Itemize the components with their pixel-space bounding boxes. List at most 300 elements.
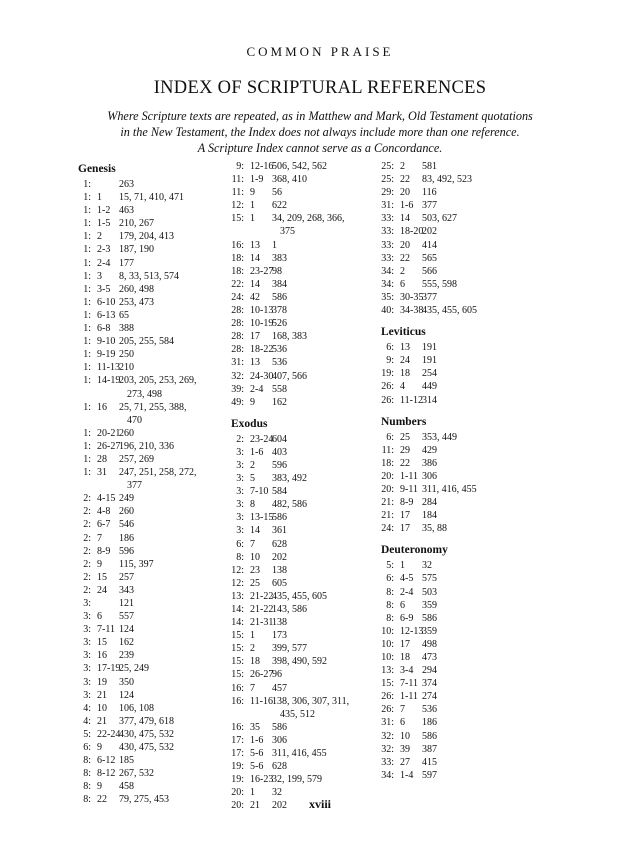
hymn-numbers (119, 335, 211, 348)
chapter-ref: 26: (381, 381, 394, 393)
index-entry (78, 597, 228, 610)
verse-ref: 1-9 (250, 174, 264, 186)
hymn-numbers (422, 212, 520, 225)
hymn-numbers (422, 769, 520, 782)
chapter-ref: 3: (236, 525, 244, 537)
hymn-numbers-line: 506, 542, 562 (272, 161, 327, 172)
chapter-ref: 2: (83, 532, 91, 544)
chapter-ref: 34: (381, 265, 394, 277)
index-entry (231, 524, 371, 537)
chapter-ref: 10: (381, 625, 394, 637)
hymn-numbers-continued: 435, 512 (280, 708, 315, 720)
verse-ref: 3-4 (400, 665, 414, 677)
hymn-numbers (272, 498, 370, 511)
hymn-numbers-line: 115, 397 (119, 558, 154, 570)
chapter-ref: 21: (381, 510, 394, 522)
hymn-numbers (119, 466, 211, 492)
hymn-numbers (272, 199, 370, 212)
index-entry (231, 551, 371, 564)
verse-ref: 16 (97, 401, 107, 413)
chapter-ref: 28: (231, 305, 244, 317)
hymn-numbers-line: 378 (272, 305, 287, 317)
hymn-numbers (272, 356, 370, 369)
chapter-ref: 19: (231, 761, 244, 773)
hymn-numbers (119, 532, 211, 545)
verse-ref: 14 (250, 278, 260, 290)
verse-ref: 22 (400, 252, 410, 264)
chapter-ref: 1: (83, 362, 91, 374)
hymn-numbers (272, 629, 370, 642)
chapter-ref: 13: (231, 590, 244, 602)
hymn-numbers-line: 306 (422, 470, 437, 482)
verse-ref: 9 (97, 742, 102, 754)
index-entry (381, 522, 521, 535)
verse-ref: 1-11 (400, 691, 418, 703)
index-entry (231, 603, 371, 616)
hymn-numbers-line: 249 (119, 493, 134, 505)
verse-ref: 24-30 (250, 370, 274, 382)
index-entry (78, 780, 228, 793)
book-heading: Leviticus (381, 326, 426, 339)
verse-ref: 9 (97, 558, 102, 570)
index-entry (381, 265, 521, 278)
verse-ref: 15 (97, 571, 107, 583)
hymn-numbers-line: 250 (119, 349, 134, 361)
verse-ref: 1 (400, 560, 405, 572)
index-entry (78, 689, 228, 702)
hymn-numbers-line: 162 (119, 637, 134, 649)
verse-ref: 18 (400, 368, 410, 380)
chapter-ref: 3: (236, 473, 244, 485)
chapter-ref: 2: (83, 519, 91, 531)
verse-ref: 2 (250, 643, 255, 655)
verse-ref: 17 (400, 523, 410, 535)
hymn-numbers-line: 368, 410 (272, 174, 307, 186)
chapter-ref: 9: (236, 161, 244, 172)
hymn-numbers (422, 703, 520, 716)
hymn-numbers (119, 518, 211, 531)
verse-ref: 2 (97, 231, 102, 243)
hymn-numbers (119, 702, 211, 715)
index-entry (78, 374, 228, 400)
hymn-numbers (272, 564, 370, 577)
hymn-numbers-line: 121 (119, 598, 134, 609)
chapter-ref: 5: (386, 560, 394, 572)
verse-ref: 6-9 (400, 612, 414, 624)
hymn-numbers-line: 581 (422, 161, 437, 172)
verse-ref: 13 (400, 342, 410, 354)
hymn-numbers (272, 265, 370, 278)
chapter-ref: 19: (381, 368, 394, 380)
hymn-numbers (422, 173, 520, 186)
chapter-ref: 4: (83, 702, 91, 714)
verse-ref: 31 (97, 467, 107, 479)
verse-ref: 8-9 (97, 545, 111, 557)
verse-ref: 10 (250, 551, 260, 563)
verse-ref: 6 (400, 717, 405, 729)
chapter-ref: 25: (381, 161, 394, 172)
index-entry (231, 538, 371, 551)
chapter-ref: 1: (83, 336, 91, 348)
hymn-numbers-line: 187, 190 (119, 244, 154, 256)
hymn-numbers-line: 257, 269 (119, 453, 154, 465)
index-entry (381, 444, 521, 457)
verse-ref: 6-8 (97, 323, 111, 335)
hymn-numbers (119, 309, 211, 322)
chapter-ref: 28: (231, 318, 244, 330)
verse-ref: 7-11 (97, 624, 115, 636)
hymn-numbers (272, 734, 370, 747)
hymn-numbers (272, 212, 370, 238)
hymn-numbers (422, 394, 520, 407)
index-entry (78, 649, 228, 662)
verse-ref: 5-6 (250, 748, 264, 760)
hymn-numbers-line: 83, 492, 523 (422, 174, 472, 186)
hymn-numbers-continued: 375 (280, 226, 295, 238)
verse-ref: 2-4 (250, 383, 264, 395)
index-entry (231, 655, 371, 668)
hymn-numbers-line: 597 (422, 769, 437, 781)
hymn-numbers-line: 557 (119, 611, 134, 623)
hymn-numbers-line: 628 (272, 538, 287, 550)
hymn-numbers-line: 398, 490, 592 (272, 656, 327, 668)
hymn-numbers-line: 56 (272, 187, 282, 199)
hymn-numbers-line: 191 (422, 342, 437, 354)
hymn-numbers-line: 387 (422, 743, 437, 755)
verse-ref: 5-6 (250, 761, 264, 773)
verse-ref: 1-11 (400, 470, 418, 482)
hymn-numbers-line: 177 (119, 257, 134, 269)
verse-ref: 2-4 (400, 586, 414, 598)
verse-ref: 1-2 (97, 205, 111, 217)
index-entry (78, 505, 228, 518)
verse-ref: 1 (250, 200, 255, 212)
intro-line: A Scripture Index cannot serve as a Concordance. (197, 141, 443, 155)
chapter-ref: 14: (231, 604, 244, 615)
hymn-numbers-line: 196, 210, 336 (119, 440, 174, 452)
verse-ref: 24 (97, 584, 107, 596)
chapter-ref: 6: (386, 431, 394, 443)
index-entry (231, 396, 371, 409)
index-entry (231, 747, 371, 760)
index-entry (78, 662, 228, 675)
hymn-numbers-line: 457 (272, 682, 287, 694)
index-entry (78, 178, 228, 191)
hymn-numbers-line: 575 (422, 573, 437, 585)
chapter-ref: 3: (83, 624, 91, 636)
hymn-numbers-line: 143, 586 (272, 604, 307, 615)
chapter-ref: 1: (83, 296, 91, 308)
index-entry (78, 518, 228, 531)
chapter-ref: 8: (83, 781, 91, 793)
verse-ref: 22 (400, 457, 410, 469)
hymn-numbers (422, 625, 520, 638)
hymn-numbers-line: 138 (272, 617, 287, 629)
hymn-numbers-line: 473 (422, 652, 437, 663)
hymn-numbers-line: 25, 71, 255, 388, (119, 401, 187, 413)
hymn-numbers-line: 202 (272, 800, 287, 812)
hymn-numbers (272, 773, 370, 786)
chapter-ref: 4: (83, 715, 91, 727)
index-entry (231, 343, 371, 356)
index-entry (381, 304, 521, 317)
hymn-numbers-line: 35, 88 (422, 523, 447, 535)
index-entry (78, 361, 228, 374)
chapter-ref: 8: (83, 768, 91, 780)
chapter-ref: 49: (231, 396, 244, 408)
index-entry (231, 370, 371, 383)
hymn-numbers (422, 599, 520, 612)
verse-ref: 4-8 (97, 506, 111, 518)
verse-ref: 11-16 (250, 695, 273, 707)
hymn-numbers-line: 260 (119, 427, 134, 439)
verse-ref: 14 (250, 525, 260, 537)
chapter-ref: 3: (83, 611, 91, 623)
verse-ref: 25 (400, 431, 410, 443)
index-entry (231, 459, 371, 472)
hymn-numbers (422, 354, 520, 367)
chapter-ref: 19: (231, 774, 244, 786)
hymn-numbers (272, 278, 370, 291)
verse-ref: 21 (97, 715, 107, 727)
chapter-ref: 12: (231, 564, 244, 576)
hymn-numbers-line: 311, 416, 455 (422, 483, 477, 495)
index-entry (231, 682, 371, 695)
chapter-ref: 29: (381, 187, 394, 199)
index-entry (381, 572, 521, 585)
index-entry (381, 496, 521, 509)
chapter-ref: 2: (83, 584, 91, 596)
chapter-ref: 16: (231, 682, 244, 694)
index-entry (78, 728, 228, 741)
index-entry (78, 401, 228, 427)
chapter-ref: 18: (231, 265, 244, 277)
index-entry (231, 668, 371, 681)
verse-ref: 6 (400, 278, 405, 290)
hymn-numbers-line: 374 (422, 678, 437, 690)
hymn-numbers (422, 457, 520, 470)
index-entry (381, 703, 521, 716)
chapter-ref: 31: (381, 200, 394, 212)
index-entry (78, 270, 228, 283)
hymn-numbers-line: 377 (422, 291, 437, 303)
chapter-ref: 6: (83, 742, 91, 754)
hymn-numbers (272, 396, 370, 409)
verse-ref: 10 (97, 702, 107, 714)
index-entry (381, 212, 521, 225)
hymn-numbers-line: 503, 627 (422, 213, 457, 225)
verse-ref: 2 (400, 161, 405, 172)
index-entry (381, 160, 521, 173)
hymn-numbers (272, 616, 370, 629)
hymn-numbers-line: 65 (119, 309, 129, 321)
verse-ref: 1-6 (250, 734, 264, 746)
hymn-numbers (272, 291, 370, 304)
index-entry (381, 431, 521, 444)
hymn-numbers (119, 571, 211, 584)
hymn-numbers-line: 596 (272, 459, 287, 471)
verse-ref: 14 (400, 213, 410, 225)
verse-ref: 26-27 (97, 440, 121, 452)
hymn-numbers (422, 483, 520, 496)
verse-ref: 4-5 (400, 573, 414, 585)
hymn-numbers-line: 555, 598 (422, 278, 457, 290)
hymn-numbers-line: 179, 204, 413 (119, 231, 174, 243)
hymn-numbers-line: 503 (422, 586, 437, 598)
verse-ref: 9 (250, 396, 255, 408)
hymn-numbers (422, 278, 520, 291)
chapter-ref: 34: (381, 278, 394, 290)
verse-ref: 19 (97, 676, 107, 688)
chapter-ref: 1: (83, 427, 91, 439)
hymn-numbers (119, 322, 211, 335)
index-entry (231, 695, 371, 721)
chapter-ref: 8: (386, 586, 394, 598)
index-entry (231, 498, 371, 511)
page-title: INDEX OF SCRIPTURAL REFERENCES (153, 78, 487, 98)
hymn-numbers-line: 628 (272, 761, 287, 773)
verse-ref: 5 (250, 473, 255, 485)
index-entry (78, 558, 228, 571)
hymn-numbers (119, 636, 211, 649)
verse-ref: 28 (97, 453, 107, 465)
verse-ref: 34-38 (400, 305, 424, 317)
chapter-ref: 33: (381, 252, 394, 264)
chapter-ref: 16: (231, 239, 244, 251)
verse-ref: 15 (97, 637, 107, 649)
hymn-numbers-line: 498 (422, 638, 437, 650)
hymn-numbers-line: 202 (272, 551, 287, 563)
chapter-ref: 1: (83, 192, 91, 204)
hymn-numbers-line: 32, 199, 579 (272, 774, 322, 786)
hymn-numbers (422, 199, 520, 212)
verse-ref: 18 (250, 656, 260, 668)
verse-ref: 1-6 (250, 446, 264, 458)
index-entry (78, 257, 228, 270)
hymn-numbers (422, 677, 520, 690)
hymn-numbers-line: 586 (272, 721, 287, 733)
running-head: COMMON PRAISE (246, 44, 394, 59)
verse-ref: 17-19 (97, 663, 121, 675)
index-entry (231, 317, 371, 330)
verse-ref: 14 (250, 252, 260, 264)
index-entry (381, 186, 521, 199)
index-entry (231, 472, 371, 485)
hymn-numbers-line: 584 (272, 486, 287, 498)
hymn-numbers (272, 433, 370, 446)
hymn-numbers-line: 284 (422, 497, 437, 509)
index-entry (78, 440, 228, 453)
hymn-numbers (119, 662, 211, 675)
index-entry (381, 586, 521, 599)
index-entry (78, 230, 228, 243)
chapter-ref: 12: (231, 200, 244, 212)
index-entry (78, 610, 228, 623)
hymn-numbers-line: 430, 475, 532 (119, 728, 174, 740)
index-entry (381, 664, 521, 677)
verse-ref: 1-4 (400, 769, 414, 781)
hymn-numbers-line: 566 (422, 265, 437, 277)
index-entry (231, 511, 371, 524)
hymn-numbers (422, 265, 520, 278)
hymn-numbers-line: 239 (119, 650, 134, 662)
hymn-numbers (422, 239, 520, 252)
verse-ref: 1-6 (400, 200, 414, 212)
index-entry (78, 715, 228, 728)
chapter-ref: 21: (381, 497, 394, 509)
index-column-2 (231, 160, 371, 813)
verse-ref: 2-4 (97, 257, 111, 269)
hymn-numbers (272, 655, 370, 668)
verse-ref: 35 (250, 721, 260, 733)
chapter-ref: 2: (83, 545, 91, 557)
hymn-numbers-line: 361 (272, 525, 287, 537)
hymn-numbers (119, 649, 211, 662)
verse-ref: 11-13 (97, 362, 120, 374)
index-entry (381, 199, 521, 212)
index-entry (381, 756, 521, 769)
verse-ref: 10-13 (250, 305, 274, 317)
verse-ref: 6 (97, 611, 102, 623)
chapter-ref: 1: (83, 467, 91, 479)
hymn-numbers (272, 330, 370, 343)
chapter-ref: 1: (83, 205, 91, 217)
hymn-numbers-line: 138, 306, 307, 311, (272, 695, 350, 707)
hymn-numbers-line: 435, 455, 605 (272, 590, 327, 602)
index-entry (231, 773, 371, 786)
hymn-numbers (119, 558, 211, 571)
hymn-numbers (272, 317, 370, 330)
hymn-numbers-line: 435, 455, 605 (422, 305, 477, 317)
hymn-numbers-line: 429 (422, 444, 437, 456)
index-entry (381, 716, 521, 729)
hymn-numbers-line: 124 (119, 689, 134, 701)
hymn-numbers-line: 403 (272, 446, 287, 458)
hymn-numbers-line: 306 (272, 734, 287, 746)
verse-ref: 18 (400, 652, 410, 663)
index-entry (381, 252, 521, 265)
hymn-numbers (119, 427, 211, 440)
hymn-numbers (272, 239, 370, 252)
hymn-numbers (119, 610, 211, 623)
verse-ref: 20 (400, 187, 410, 199)
verse-ref (91, 597, 119, 610)
hymn-numbers (422, 612, 520, 625)
book-heading: Numbers (381, 415, 427, 428)
book-heading: Deuteronomy (381, 544, 448, 557)
hymn-numbers (119, 178, 211, 191)
hymn-numbers-line: 1 (272, 239, 277, 251)
index-entry (381, 457, 521, 470)
verse-ref: 13-15 (250, 512, 274, 524)
chapter-ref: 15: (231, 669, 244, 681)
chapter-ref: 2: (83, 558, 91, 570)
chapter-ref: 35: (381, 291, 394, 303)
hymn-numbers (272, 577, 370, 590)
chapter-ref: 39: (231, 383, 244, 395)
index-entry (231, 212, 371, 238)
chapter-ref: 28: (231, 331, 244, 343)
hymn-numbers (119, 230, 211, 243)
chapter-ref: 15: (231, 630, 244, 642)
chapter-ref: 33: (381, 756, 394, 768)
chapter-ref: 10: (381, 638, 394, 650)
hymn-numbers (119, 597, 211, 610)
hymn-numbers (422, 559, 520, 572)
chapter-ref: 32: (231, 370, 244, 382)
index-entry (231, 485, 371, 498)
hymn-numbers (422, 522, 520, 535)
